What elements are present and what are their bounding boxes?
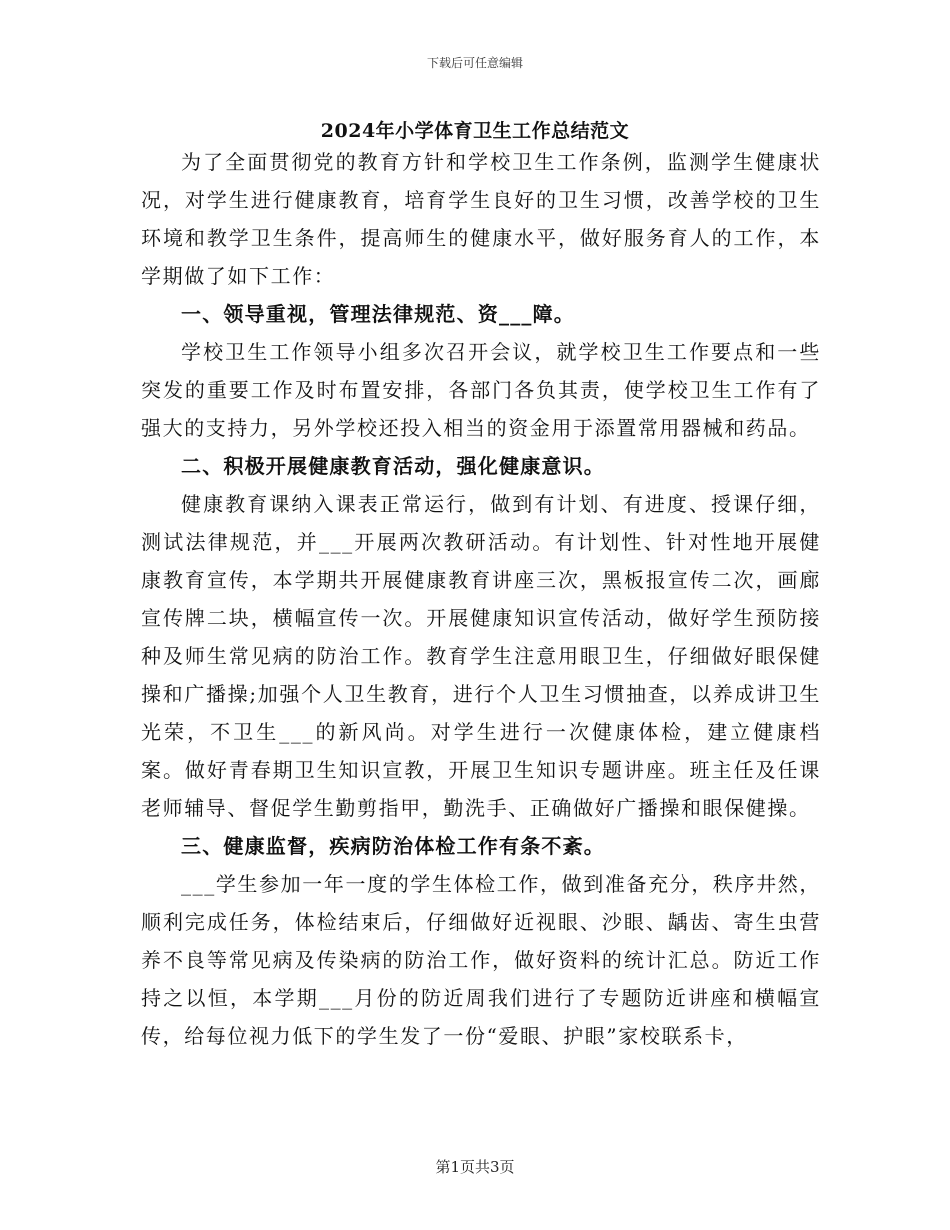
intro-paragraph: 为了全面贯彻党的教育方针和学校卫生工作条例，监测学生健康状况，对学生进行健康教育，培育学生良好的卫生习惯，改善学校的卫生环境和教学卫生条件，提高师生的健康水平，做好服务育人的工作，本学期做了如下工作：: [141, 150, 821, 288]
header-note: 下载后可任意编辑: [426, 56, 523, 70]
section-1-paragraph: 学校卫生工作领导小组多次召开会议，就学校卫生工作要点和一些突发的重要工作及时布置安排，各部门各负其责，使学校卫生工作有了强大的支持力，另外学校还投入相当的资金用于添置常用器械和药品。: [141, 340, 821, 440]
section-2-paragraph: 健康教育课纳入课表正常运行，做到有计划、有进度、授课仔细，测试法律规范，并___开展两次教研活动。有计划性、针对性地开展健康教育宣传，本学期共开展健康教育讲座三次，黑板报宣传二次，画廊宣传牌二块，横幅宣传一次。开展健康知识宣传活动，做好学生预防接种及师生常见病的防治工作。教育学生注意用眼卫生，仔细做好眼保健操和广播操;加强个人卫生教育，进行个人卫生习惯抽查，以养成讲卫生光荣，不卫生___的新风尚。对学生进行一次健康体检，建立健康档案。做好青春期卫生知识宣教，开展卫生知识专题讲座。班主任及任课老师辅导、督促学生勤剪指甲，勤洗手、正确做好广播操和眼保健操。: [141, 492, 821, 820]
document-body: [141, 143, 821, 1055]
section-heading-3: 三、健康监督，疾病防治体检工作有条不紊。: [181, 834, 605, 858]
section-3-paragraph: ___学生参加一年一度的学生体检工作，做到准备充分，秩序井然，顺利完成任务，体检结束后，仔细做好近视眼、沙眼、龋齿、寄生虫营养不良等常见病及传染病的防治工作，做好资料的统计汇总。防近工作持之以恒，本学期___月份的防近周我们进行了专题防近讲座和横幅宣传，给每位视力低下的学生发了一份“爱眼、护眼”家校联系卡，: [141, 872, 821, 1048]
page-footer: 第1页共3页: [435, 1158, 515, 1176]
section-heading-1: 一、领导重视，管理法律规范、资___障。: [181, 302, 575, 326]
document-title: 2024年小学体育卫生工作总结范文: [320, 120, 630, 142]
section-heading-2: 二、积极开展健康教育活动，强化健康意识。: [181, 454, 605, 478]
